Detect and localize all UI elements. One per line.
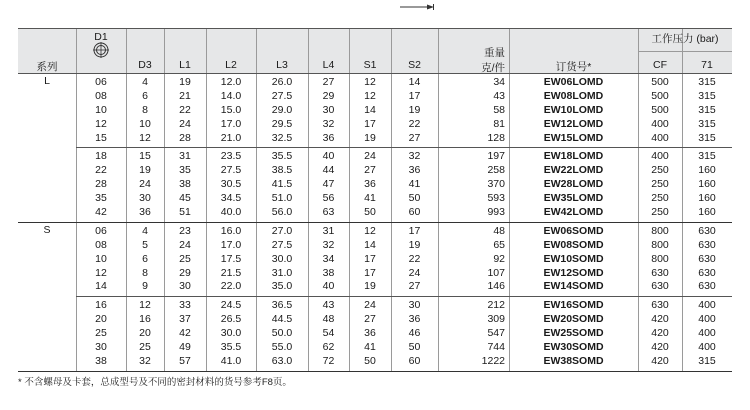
cell-d1: 08 [95, 89, 107, 102]
table-row [18, 355, 732, 369]
cell-l3: 32.5 [271, 131, 293, 144]
cell-l4: 29 [322, 89, 335, 102]
cell-l1: 35 [179, 164, 191, 177]
row-block [18, 148, 732, 221]
table-row [18, 76, 732, 90]
cell-d3: 24 [139, 178, 151, 191]
cell-d1: 42 [95, 206, 107, 219]
table-row [18, 206, 732, 220]
cell-l3: 27.0 [271, 224, 293, 237]
cell-d1: 16 [95, 299, 107, 312]
cell-d3: 12 [139, 131, 151, 144]
table-row [18, 239, 732, 253]
cell-pressure-71: 160 [698, 192, 716, 205]
cell-weight: 128 [487, 131, 505, 144]
cell-weight: 993 [487, 206, 505, 219]
cell-l2: 23.5 [220, 150, 242, 163]
cell-s2: 60 [408, 206, 421, 219]
cell-weight: 258 [487, 164, 505, 177]
cell-l2: 15.0 [220, 103, 242, 116]
cell-pressure-cf: 500 [651, 76, 669, 88]
cell-s2: 22 [408, 117, 421, 130]
header-cf: CF [653, 59, 667, 71]
cell-d1: 18 [95, 150, 107, 163]
cell-order-number: EW15LOMD [543, 131, 604, 144]
cell-s2: 17 [408, 89, 421, 102]
cell-l3: 44.5 [271, 313, 293, 326]
cell-pressure-71: 315 [698, 354, 716, 367]
cell-s1: 50 [364, 354, 376, 367]
cell-d1: 06 [95, 76, 107, 88]
cell-order-number: EW16SOMD [543, 299, 604, 312]
cell-l1: 45 [179, 192, 191, 205]
cell-order-number: EW08SOMD [543, 238, 604, 251]
cell-l1: 30 [179, 280, 191, 293]
cell-pressure-cf: 250 [651, 192, 669, 205]
cell-l1: 19 [179, 76, 191, 88]
cell-pressure-71: 160 [698, 164, 716, 177]
cell-s1: 50 [364, 206, 376, 219]
arrow-icon [400, 4, 434, 10]
cell-pressure-cf: 400 [651, 117, 669, 130]
cell-d3: 12 [139, 299, 151, 312]
cell-s2: 14 [408, 76, 421, 88]
cell-s2: 36 [408, 164, 421, 177]
cell-d1: 12 [95, 117, 107, 130]
cell-d3: 19 [139, 164, 151, 177]
cell-pressure-71: 630 [698, 266, 716, 279]
cell-l4: 47 [322, 178, 335, 191]
cell-s2: 19 [408, 238, 421, 251]
cell-l1: 21 [179, 89, 191, 102]
cell-pressure-cf: 420 [651, 327, 669, 340]
cell-pressure-cf: 630 [651, 299, 669, 312]
cell-d3: 36 [139, 206, 151, 219]
cell-pressure-cf: 800 [651, 238, 669, 251]
cell-d3: 10 [139, 117, 151, 130]
cell-weight: 309 [487, 313, 505, 326]
table-row [18, 104, 732, 118]
cell-l1: 37 [179, 313, 191, 326]
cell-l1: 28 [179, 131, 191, 144]
cell-s2: 30 [408, 299, 421, 312]
cell-d1: 06 [95, 224, 107, 237]
cell-pressure-71: 315 [698, 103, 716, 116]
series-group [18, 74, 732, 222]
cell-s1: 41 [364, 341, 376, 354]
cell-pressure-71: 630 [698, 238, 716, 251]
cell-d1: 30 [95, 341, 107, 354]
cell-s2: 27 [408, 131, 421, 144]
cell-d1: 20 [95, 313, 107, 326]
cell-d1: 35 [95, 192, 107, 205]
cell-pressure-71: 400 [698, 299, 716, 312]
cell-l2: 26.5 [220, 313, 242, 326]
cell-l1: 24 [179, 238, 191, 251]
cell-order-number: EW38SOMD [543, 354, 604, 367]
cell-s2: 19 [408, 103, 421, 116]
cell-l2: 17.5 [220, 252, 242, 265]
cell-d1: 28 [95, 178, 107, 191]
cell-s1: 17 [364, 266, 376, 279]
cell-l1: 29 [179, 266, 191, 279]
cell-d3: 8 [142, 266, 148, 279]
cell-d3: 16 [139, 313, 151, 326]
cell-d3: 6 [142, 89, 148, 102]
cell-order-number: EW14SOMD [543, 280, 604, 293]
cell-pressure-71: 400 [698, 313, 716, 326]
cell-d1: 22 [95, 164, 107, 177]
table-row [18, 299, 732, 313]
table-row [18, 178, 732, 192]
cell-l2: 14.0 [220, 89, 242, 102]
cell-weight: 1222 [481, 354, 505, 367]
cell-l4: 56 [322, 192, 335, 205]
cell-l1: 23 [179, 224, 191, 237]
cell-weight: 65 [493, 238, 505, 251]
cell-d3: 25 [139, 341, 151, 354]
header-l3: L3 [276, 59, 288, 71]
cell-l1: 49 [179, 341, 191, 354]
cell-l3: 51.0 [271, 192, 293, 205]
cell-pressure-cf: 630 [651, 266, 669, 279]
header-d3: D3 [138, 59, 152, 71]
cell-s2: 27 [408, 280, 421, 293]
cell-pressure-cf: 250 [651, 178, 669, 191]
cell-l3: 38.5 [271, 164, 293, 177]
cell-d3: 30 [139, 192, 151, 205]
cell-order-number: EW35LOMD [543, 192, 604, 205]
cell-pressure-cf: 420 [651, 354, 669, 367]
row-block [18, 297, 732, 370]
cell-l4: 43 [322, 299, 335, 312]
cell-l2: 21.0 [220, 131, 242, 144]
cell-l1: 24 [179, 117, 191, 130]
table-row [18, 164, 732, 178]
cell-order-number: EW18LOMD [543, 150, 604, 163]
cell-weight: 107 [487, 266, 505, 279]
table-row [18, 225, 732, 239]
cell-l3: 29.5 [271, 117, 293, 130]
cell-l3: 35.0 [271, 280, 293, 293]
cell-order-number: EW10LOMD [543, 103, 604, 116]
cell-l4: 32 [322, 117, 335, 130]
cell-l2: 35.5 [220, 341, 242, 354]
cell-l3: 26.0 [271, 76, 293, 88]
header-l4: L4 [322, 59, 335, 71]
cell-order-number: EW28LOMD [543, 178, 604, 191]
header-series: 系列 [36, 61, 58, 73]
cell-l4: 34 [322, 252, 335, 265]
cell-weight: 547 [487, 327, 505, 340]
series-group [18, 223, 732, 371]
row-block [18, 74, 732, 147]
cell-s1: 19 [364, 131, 376, 144]
series-label: L [44, 75, 50, 87]
cell-order-number: EW06SOMD [543, 224, 604, 237]
cell-l1: 31 [179, 150, 191, 163]
cell-d3: 15 [139, 150, 151, 163]
cell-s2: 60 [408, 354, 421, 367]
cell-l2: 40.0 [220, 206, 242, 219]
cell-l3: 27.5 [271, 89, 293, 102]
cell-order-number: EW20SOMD [543, 313, 604, 326]
table-header [18, 28, 732, 74]
cell-l4: 30 [322, 103, 335, 116]
cell-d3: 8 [142, 103, 148, 116]
cell-pressure-71: 630 [698, 224, 716, 237]
cell-d1: 10 [95, 103, 107, 116]
cell-order-number: EW12LOMD [543, 117, 604, 130]
cell-l2: 27.5 [220, 164, 242, 177]
cell-weight: 146 [487, 280, 505, 293]
cell-l4: 32 [322, 238, 335, 251]
cell-l4: 38 [322, 266, 335, 279]
cell-s1: 12 [364, 76, 376, 88]
cell-l4: 27 [322, 76, 335, 88]
crosshair-circle-icon [93, 42, 109, 58]
cell-pressure-71: 315 [698, 89, 716, 102]
table-row [18, 90, 732, 104]
cell-order-number: EW22LOMD [543, 164, 604, 177]
header-s2: S2 [408, 59, 421, 71]
table-row [18, 341, 732, 355]
cell-pressure-cf: 800 [651, 252, 669, 265]
cell-pressure-cf: 400 [651, 150, 669, 163]
cell-pressure-71: 630 [698, 280, 716, 293]
cell-l2: 30.5 [220, 178, 242, 191]
cell-pressure-cf: 500 [651, 89, 669, 102]
cell-l3: 56.0 [271, 206, 293, 219]
cell-l4: 54 [322, 327, 335, 340]
cell-s2: 50 [408, 341, 421, 354]
cell-l2: 16.0 [220, 224, 242, 237]
table-row [18, 118, 732, 132]
cell-weight: 370 [487, 178, 505, 191]
cell-weight: 43 [493, 89, 505, 102]
cell-d1: 25 [95, 327, 107, 340]
cell-l4: 40 [322, 280, 335, 293]
cell-d3: 5 [142, 238, 148, 251]
table-row [18, 280, 732, 294]
header-l1: L1 [179, 59, 191, 71]
table-row [18, 192, 732, 206]
cell-pressure-71: 400 [698, 341, 716, 354]
cell-s1: 12 [364, 89, 376, 102]
cell-s1: 36 [364, 178, 376, 191]
cell-l3: 31.0 [271, 266, 293, 279]
cell-pressure-71: 400 [698, 327, 716, 340]
cell-s1: 17 [364, 117, 376, 130]
cell-s1: 27 [364, 313, 376, 326]
cell-l4: 62 [322, 341, 335, 354]
cell-l2: 22.0 [220, 280, 242, 293]
cell-s1: 17 [364, 252, 376, 265]
cell-s1: 36 [364, 327, 376, 340]
table-body [18, 74, 732, 372]
cell-l1: 38 [179, 178, 191, 191]
cell-s1: 12 [364, 224, 376, 237]
cell-weight: 48 [493, 224, 505, 237]
cell-pressure-cf: 630 [651, 280, 669, 293]
cell-pressure-cf: 420 [651, 313, 669, 326]
cell-l2: 21.5 [220, 266, 242, 279]
cell-order-number: EW10SOMD [543, 252, 604, 265]
cell-weight: 92 [493, 252, 505, 265]
cell-s2: 32 [408, 150, 421, 163]
header-d1: D1 [94, 31, 108, 43]
cell-l1: 22 [179, 103, 191, 116]
cell-weight: 58 [493, 103, 505, 116]
cell-d1: 14 [95, 280, 107, 293]
cell-s2: 22 [408, 252, 421, 265]
cell-order-number: EW12SOMD [543, 266, 604, 279]
cell-pressure-71: 315 [698, 76, 716, 88]
cell-l4: 44 [322, 164, 335, 177]
cell-l1: 42 [179, 327, 191, 340]
cell-order-number: EW06LOMD [543, 76, 604, 88]
cell-weight: 212 [487, 299, 505, 312]
header-weight [438, 45, 509, 75]
cell-s2: 50 [408, 192, 421, 205]
cell-s2: 36 [408, 313, 421, 326]
cell-l3: 63.0 [271, 354, 293, 367]
cell-s2: 46 [408, 327, 421, 340]
cell-pressure-cf: 250 [651, 206, 669, 219]
cell-l1: 25 [179, 252, 191, 265]
cell-d3: 4 [142, 224, 148, 237]
cell-s2: 24 [408, 266, 421, 279]
cell-l2: 12.0 [220, 76, 242, 88]
cell-s1: 19 [364, 280, 376, 293]
cell-d1: 10 [95, 252, 107, 265]
cell-pressure-cf: 800 [651, 224, 669, 237]
cell-weight: 197 [487, 150, 505, 163]
cell-l2: 24.5 [220, 299, 242, 312]
cell-pressure-71: 630 [698, 252, 716, 265]
cell-l3: 55.0 [271, 341, 293, 354]
cell-d3: 4 [142, 76, 148, 88]
cell-pressure-cf: 400 [651, 131, 669, 144]
header-weight-bottom: 克/件 [481, 62, 505, 74]
cell-l2: 34.5 [220, 192, 242, 205]
cell-pressure-71: 315 [698, 131, 716, 144]
header-s1: S1 [363, 59, 377, 71]
cell-s2: 41 [408, 178, 421, 191]
cell-d1: 08 [95, 238, 107, 251]
cell-d1: 38 [95, 354, 107, 367]
cell-s1: 24 [364, 150, 376, 163]
cell-l4: 36 [322, 131, 335, 144]
cell-l4: 63 [322, 206, 335, 219]
cell-l3: 35.5 [271, 150, 293, 163]
cell-l4: 31 [322, 224, 335, 237]
cell-d3: 9 [142, 280, 148, 293]
cell-pressure-71: 315 [698, 150, 716, 163]
cell-weight: 593 [487, 192, 505, 205]
cell-order-number: EW30SOMD [543, 341, 604, 354]
cell-d1: 12 [95, 266, 107, 279]
table-row [18, 313, 732, 327]
cell-l3: 50.0 [271, 327, 293, 340]
cell-d3: 6 [142, 252, 148, 265]
cell-l4: 48 [322, 313, 335, 326]
cell-pressure-71: 160 [698, 178, 716, 191]
row-block [18, 223, 732, 296]
cell-l3: 36.5 [271, 299, 293, 312]
cell-weight: 744 [487, 341, 505, 354]
table-row [18, 267, 732, 281]
cell-order-number: EW42LOMD [543, 206, 604, 219]
cell-l2: 17.0 [220, 117, 242, 130]
cell-l1: 33 [179, 299, 191, 312]
cell-l3: 41.5 [271, 178, 293, 191]
cell-d3: 20 [139, 327, 151, 340]
cell-s1: 14 [364, 103, 376, 116]
cell-l4: 72 [322, 354, 335, 367]
cell-order-number: EW25SOMD [543, 327, 604, 340]
cell-l3: 29.0 [271, 103, 293, 116]
cell-weight: 34 [493, 76, 505, 88]
table-row [18, 150, 732, 164]
table-row [18, 132, 732, 146]
cell-s1: 41 [364, 192, 376, 205]
cell-pressure-cf: 420 [651, 341, 669, 354]
cell-l4: 40 [322, 150, 335, 163]
table-row [18, 327, 732, 341]
cell-pressure-71: 315 [698, 117, 716, 130]
cell-l2: 41.0 [220, 354, 242, 367]
footnote: * 不含螺母及卡套，总成型号及不同的密封材料的货号参考F8页。 [18, 377, 292, 388]
cell-l2: 17.0 [220, 238, 242, 251]
cell-l2: 30.0 [220, 327, 242, 340]
group-divider [18, 371, 732, 372]
series-label: S [43, 223, 51, 236]
header-l2: L2 [225, 59, 237, 71]
cell-s1: 27 [364, 164, 376, 177]
cell-d1: 15 [95, 131, 107, 144]
cell-pressure-71: 160 [698, 206, 716, 219]
header-weight-top: 重量 [484, 47, 505, 59]
cell-pressure-cf: 500 [651, 103, 669, 116]
cell-l3: 30.0 [271, 252, 293, 265]
cell-l1: 57 [179, 354, 191, 367]
cell-s1: 14 [364, 238, 376, 251]
cell-d3: 32 [139, 354, 151, 367]
cell-s2: 17 [408, 224, 421, 237]
header-pressure: 工作压力 (bar) [651, 33, 719, 45]
cell-pressure-cf: 250 [651, 164, 669, 177]
table-row [18, 253, 732, 267]
cell-order-number: EW08LOMD [543, 89, 604, 102]
cell-l3: 27.5 [271, 238, 293, 251]
header-order: 订货号* [555, 61, 592, 73]
cell-s1: 24 [364, 299, 376, 312]
spec-table [18, 28, 732, 372]
header-71: 71 [701, 59, 713, 71]
cell-weight: 81 [493, 117, 505, 130]
cell-l1: 51 [179, 206, 191, 219]
